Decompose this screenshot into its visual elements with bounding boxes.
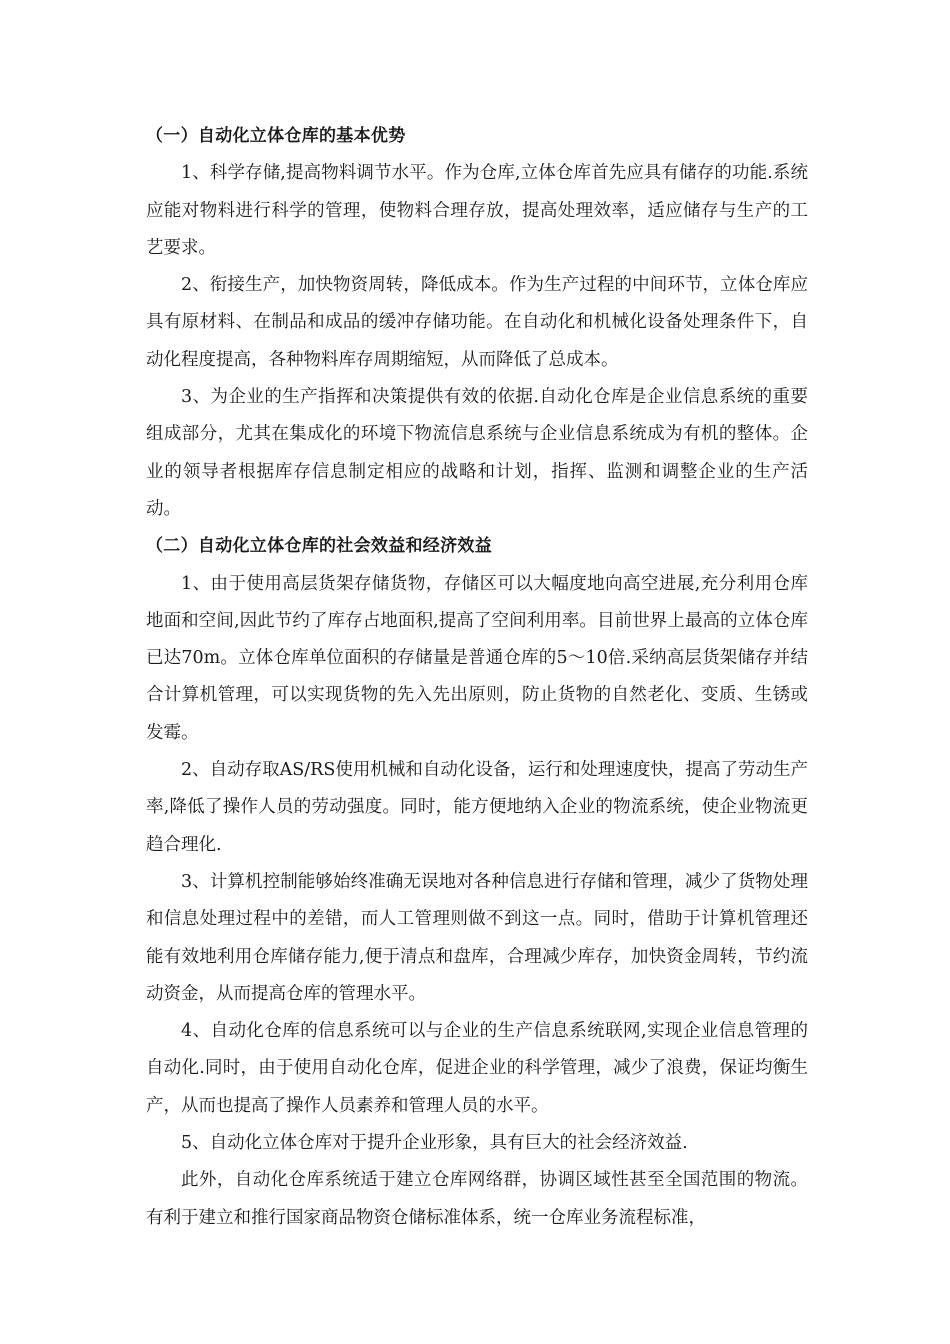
document-page: [146, 118, 808, 1237]
paragraph: 3、为企业的生产指挥和决策提供有效的依据.自动化仓库是企业信息系统的重要组成部分，尤其在集成化的环境下物流信息系统与企业信息系统成为有机的整体。企业的领导者根据库存信息制定相应的战略和计划，指挥、监测和调整企业的生产活动。: [146, 387, 808, 519]
paragraph: 5、自动化立体仓库对于提升企业形象，具有巨大的社会经济效益.: [181, 1133, 688, 1154]
section-heading-social-economic-benefits: （二）自动化立体仓库的社会效益和经济效益: [146, 536, 492, 557]
paragraph: 3、计算机控制能够始终准确无误地对各种信息进行存储和管理，减少了货物处理和信息处理过程中的差错，而人工管理则做不到这一点。同时，借助于计算机管理还能有效地利用仓库储存能力,便于清点和盘库，合理减少库存，加快资金周转，节约流动资金，从而提高仓库的管理水平。: [146, 871, 808, 1004]
paragraph: 1、由于使用高层货架存储货物，存储区可以大幅度地向高空进展,充分利用仓库地面和空间,因此节约了库存占地面积,提高了空间利用率。目前世界上最高的立体仓库已达70m。立体仓库单位面积的存储量是普通仓库的5～10倍.采纳高层货架储存并结合计算机管理，可以实现货物的先入先出原则，防止货物的自然老化、变质、生锈或发霉。: [146, 573, 808, 743]
paragraph: 此外，自动化仓库系统适于建立仓库网络群，协调区域性甚至全国范围的物流。有利于建立和推行国家商品物资仓储标准体系，统一仓库业务流程标准，: [146, 1170, 808, 1228]
paragraph: 2、衔接生产，加快物资周转，降低成本。作为生产过程的中间环节，立体仓库应具有原材料、在制品和成品的缓冲存储功能。在自动化和机械化设备处理条件下，自动化程度提高，各种物料库存周期缩短，从而降低了总成本。: [146, 275, 808, 370]
paragraph: 2、自动存取AS/RS使用机械和自动化设备，运行和处理速度快，提高了劳动生产率,降低了操作人员的劳动强度。同时，能方便地纳入企业的物流系统，使企业物流更趋合理化.: [146, 760, 808, 855]
section-heading-basic-advantages: （一）自动化立体仓库的基本优势: [146, 126, 406, 146]
paragraph: 1、科学存储,提高物料调节水平。作为仓库,立体仓库首先应具有储存的功能.系统应能对物料进行科学的管理，使物料合理存放，提高处理效率，适应储存与生产的工艺要求。: [146, 163, 808, 258]
paragraph: 4、自动化仓库的信息系统可以与企业的生产信息系统联网,实现企业信息管理的自动化.同时，由于使用自动化仓库，促进企业的科学管理，减少了浪费，保证均衡生产，从而也提高了操作人员素养和管理人员的水平。: [146, 1021, 808, 1116]
